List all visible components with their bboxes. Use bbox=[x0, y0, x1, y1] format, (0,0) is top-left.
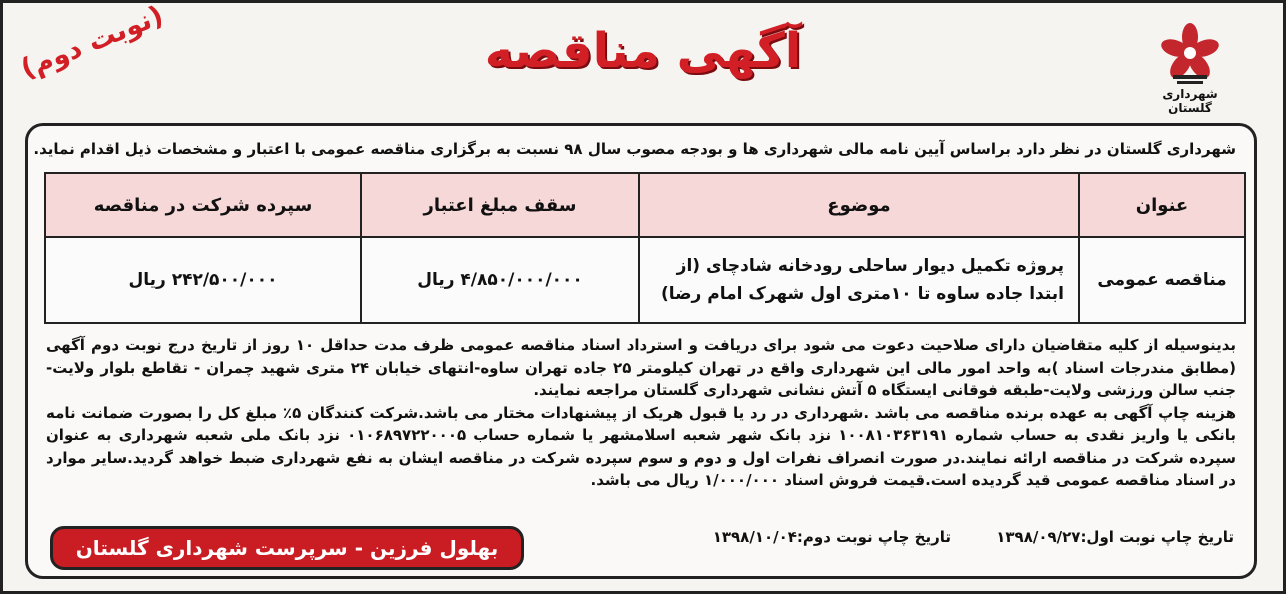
paragraph-conditions: هزینه چاپ آگهی به عهده برنده مناقصه می باشد .شهرداری در رد یا قبول هریک از پیشنهادات مختار می باشد.شرکت کنندگان ۵٪ مبلغ کل را بصورت ضمانت نامه بانکی یا واریز نقدی به حساب شماره ۱۰۰۸۱۰۳۶۳۱۹۱ نزد بانک شهر شعبه اسلامشهر یا شماره حساب ۰۱۰۶۸۹۷۲۲۰۰۰۵ نزد بانک ملی شعبه شهرداری به عنوان سپرده شرکت در مناقصه ارائه نمایند.در صورت انصراف نفرات اول و دوم و سوم سپرده شرکت در مناقصه ایشان به نفع شهرداری ضبط خواهد گردید.سایر موارد در اسناد مناقصه عمومی قید گردیده است.قیمت فروش اسناد ۱/۰۰۰/۰۰۰ ریال می باشد. bbox=[46, 403, 1237, 489]
logo-text: شهرداری گلستان bbox=[1162, 87, 1218, 115]
notice-details bbox=[46, 334, 1236, 492]
tender-table bbox=[44, 172, 1246, 324]
participation-deposit: ۲۴۲/۵۰۰/۰۰۰ ریال bbox=[45, 237, 361, 323]
column-header: عنوان bbox=[1079, 173, 1245, 237]
tender-title: مناقصه عمومی bbox=[1079, 237, 1245, 323]
paragraph-invitation: بدینوسیله از کلیه متقاضیان دارای صلاحیت دعوت می شود برای دریافت و استرداد اسناد مناقصه عمومی ظرف مدت حداقل ۱۰ روز از تاریخ درج نوبت دوم آگهی (مطابق مندرجات اسناد )به واحد امور مالی این شهرداری واقع در تهران کیلومتر ۲۵ جاده تهران ساوه-انتهای خیابان ۲۴ متری شهید چمران - تقاطع بلوار ولایت-جنب سالن ورزشی ولایت-طبقه فوقانی ایستگاه ۵ آتش نشانی شهرداری گلستان مراجعه نمایند. bbox=[46, 336, 1236, 399]
tender-subject: پروژه تکمیل دیوار ساحلی رودخانه شادچای (از ابتدا جاده ساوه تا ۱۰متری اول شهرک امام رضا) bbox=[639, 237, 1079, 323]
flower-icon bbox=[1159, 23, 1221, 89]
first-publication-date: تاریخ چاپ نوبت اول:۱۳۹۸/۰۹/۲۷ bbox=[996, 528, 1234, 546]
second-publication-date: تاریخ چاپ نوبت دوم:۱۳۹۸/۱۰/۰۴ bbox=[712, 528, 951, 546]
header bbox=[3, 0, 1283, 121]
table-row bbox=[45, 237, 1245, 323]
intro-text: شهرداری گلستان در نظر دارد براساس آیین نامه مالی شهرداری ها و بودجه مصوب سال ۹۸ نسبت به برگزاری مناقصه عمومی با اعتبار و مشخصات ذیل اقدام نماید. bbox=[33, 140, 1236, 158]
column-header: سقف مبلغ اعتبار bbox=[361, 173, 639, 237]
signature-badge: بهلول فرزین - سرپرست شهرداری گلستان bbox=[50, 526, 524, 570]
column-header: موضوع bbox=[639, 173, 1079, 237]
table-header-row bbox=[45, 173, 1245, 237]
publication-dates bbox=[673, 528, 1234, 546]
page-title: آگهی مناقصه bbox=[484, 23, 802, 79]
column-header: سپرده شرکت در مناقصه bbox=[45, 173, 361, 237]
municipality-logo bbox=[1145, 23, 1235, 115]
credit-ceiling: ۴/۸۵۰/۰۰۰/۰۰۰ ریال bbox=[361, 237, 639, 323]
round-label: (نوبت دوم) bbox=[16, 0, 168, 86]
notice-body bbox=[25, 123, 1257, 579]
